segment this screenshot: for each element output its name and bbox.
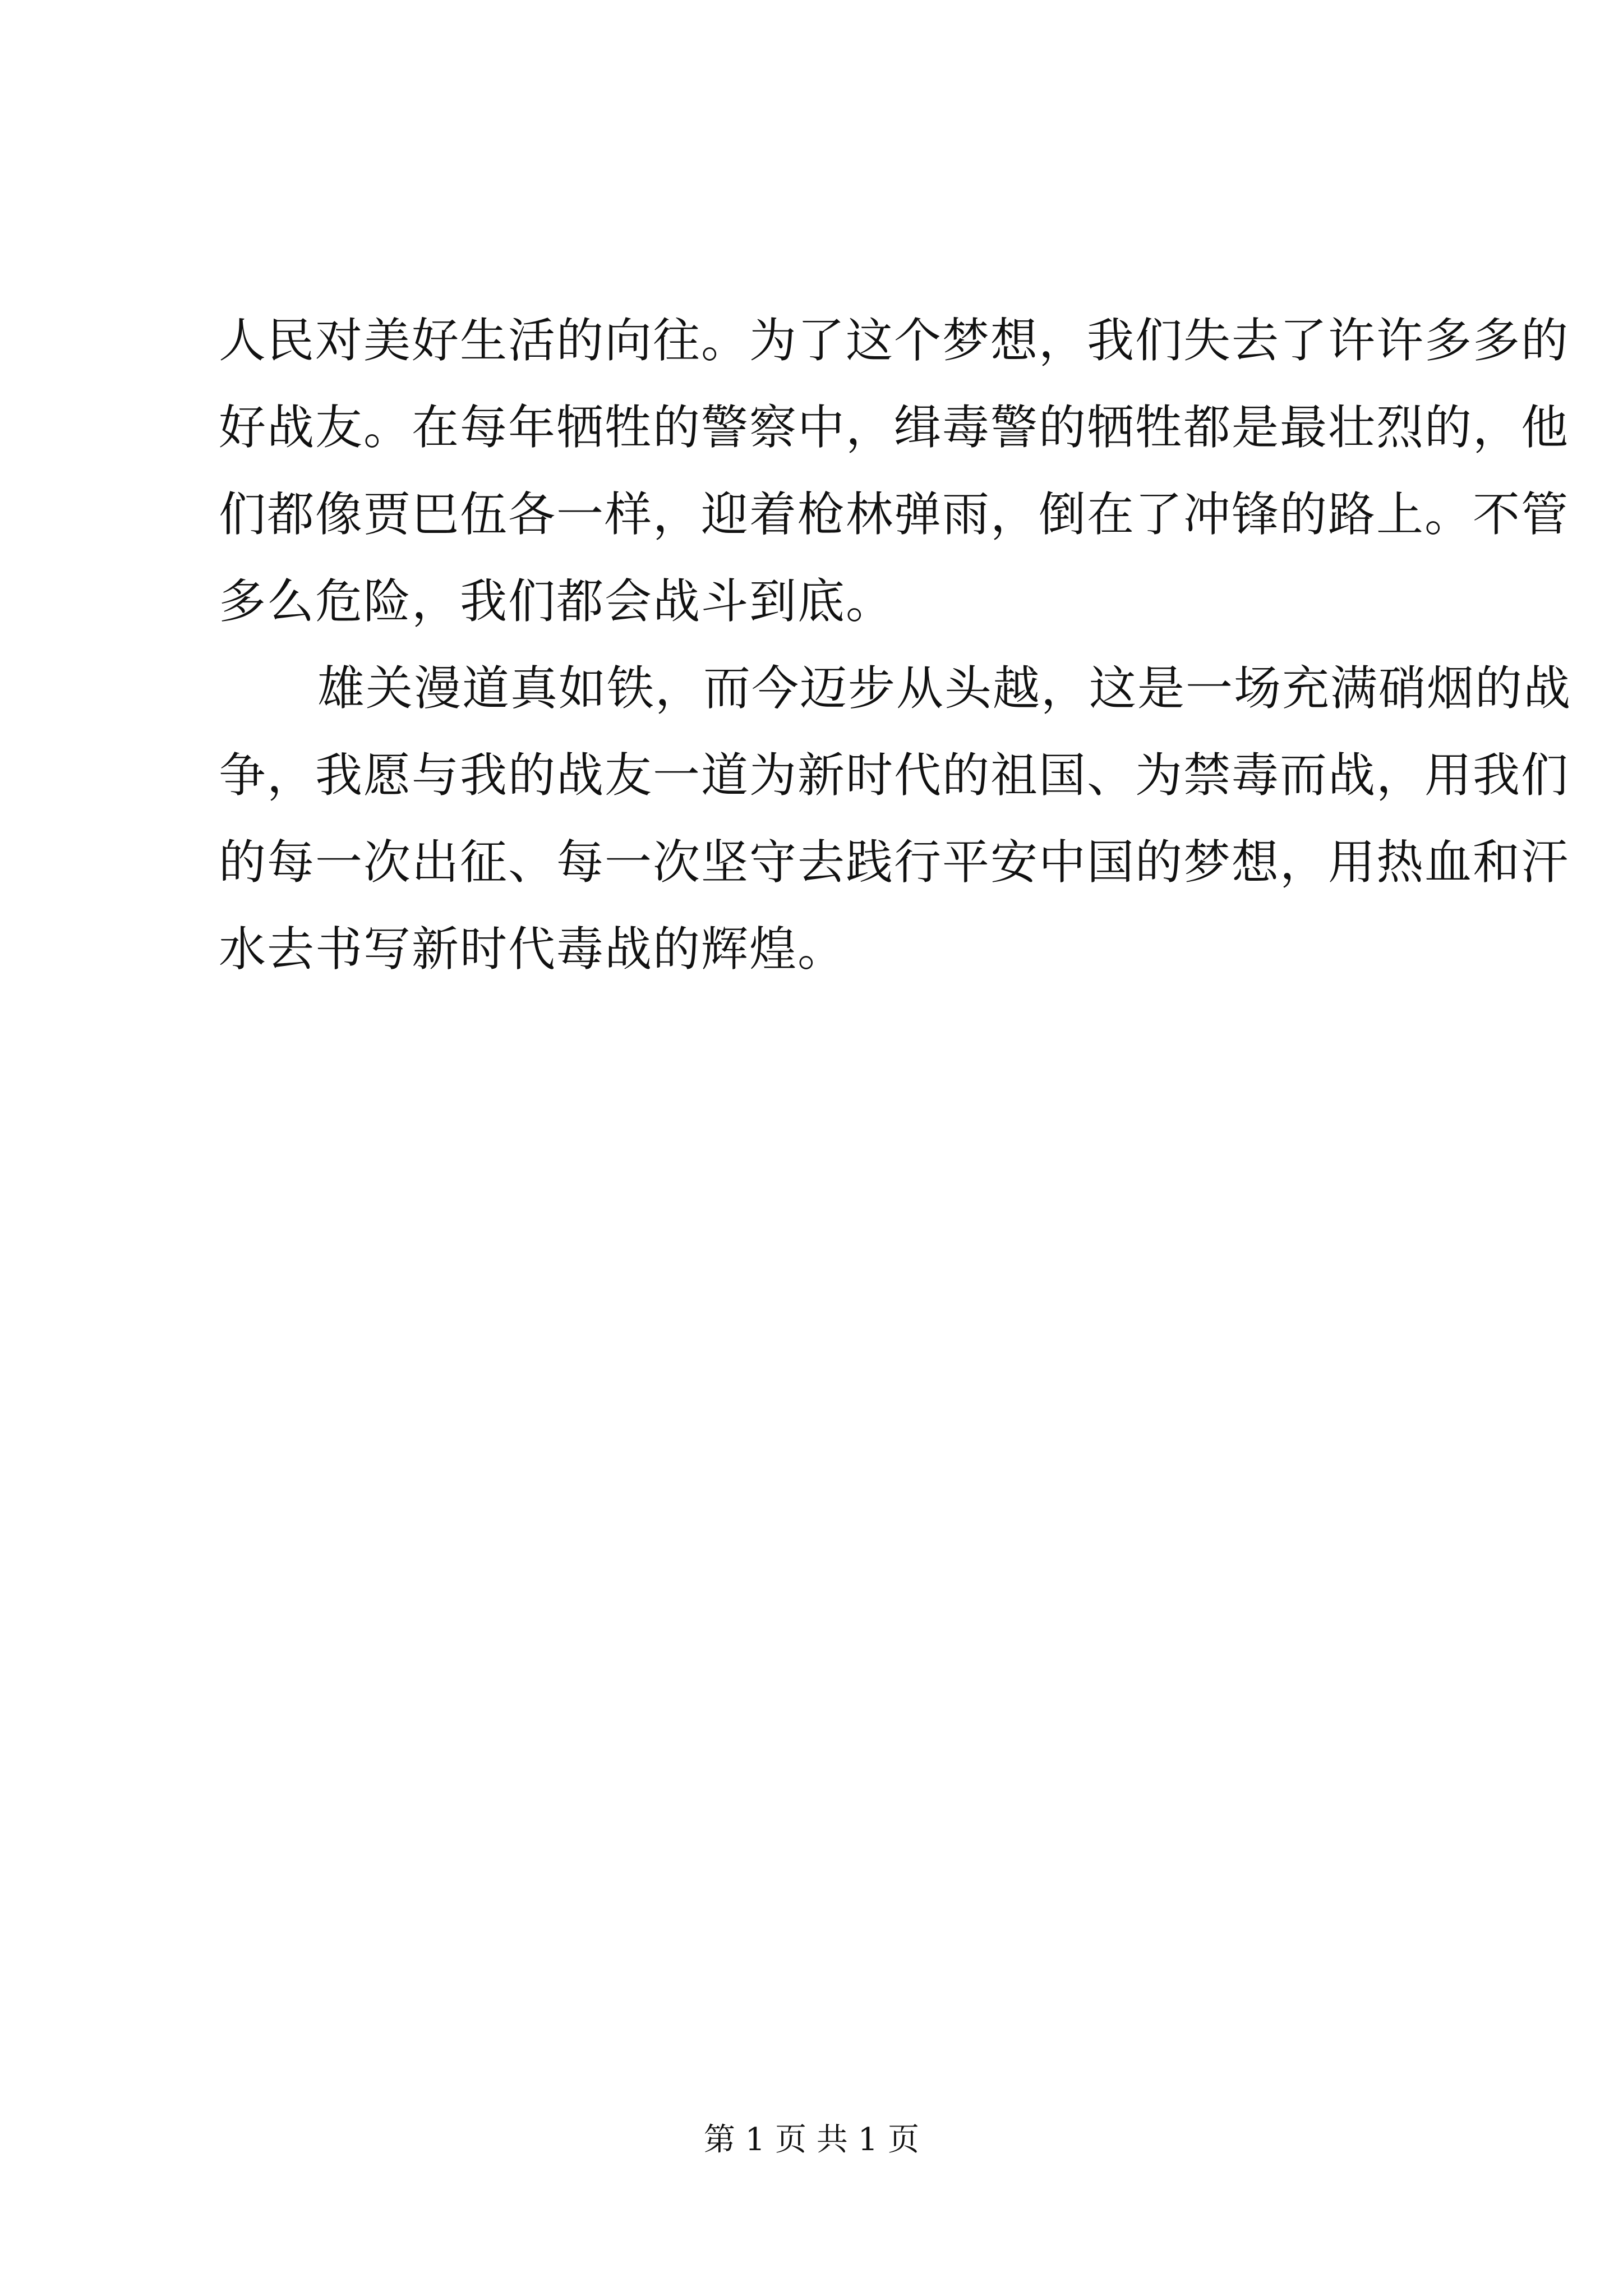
paragraph-line: 好战友。在每年牺牲的警察中，缉毒警的牺牲都是最壮烈的，他 [219, 400, 1570, 455]
paragraph-line: 多么危险，我们都会战斗到底。 [219, 574, 895, 629]
paragraph-2 [219, 645, 1572, 993]
paragraph-line: 水去书写新时代毒战的辉煌。 [219, 922, 846, 977]
document-body [219, 297, 1572, 993]
paragraph-line: 们都像贾巴伍各一样，迎着枪林弹雨，倒在了冲锋的路上。不管 [219, 487, 1570, 542]
paragraph-line: 争，我愿与我的战友一道为新时代的祖国、为禁毒而战，用我们 [219, 748, 1570, 803]
paragraph-1 [219, 297, 1570, 645]
page-footer: 第 1 页 共 1 页 [703, 2122, 920, 2158]
paragraph-line: 人民对美好生活的向往。为了这个梦想，我们失去了许许多多的 [219, 313, 1570, 368]
paragraph-line: 的每一次出征、每一次坚守去践行平安中国的梦想，用热血和汗 [219, 835, 1570, 890]
paragraph-line: 雄关漫道真如铁，而今迈步从头越，这是一场充满硝烟的战 [317, 661, 1572, 716]
